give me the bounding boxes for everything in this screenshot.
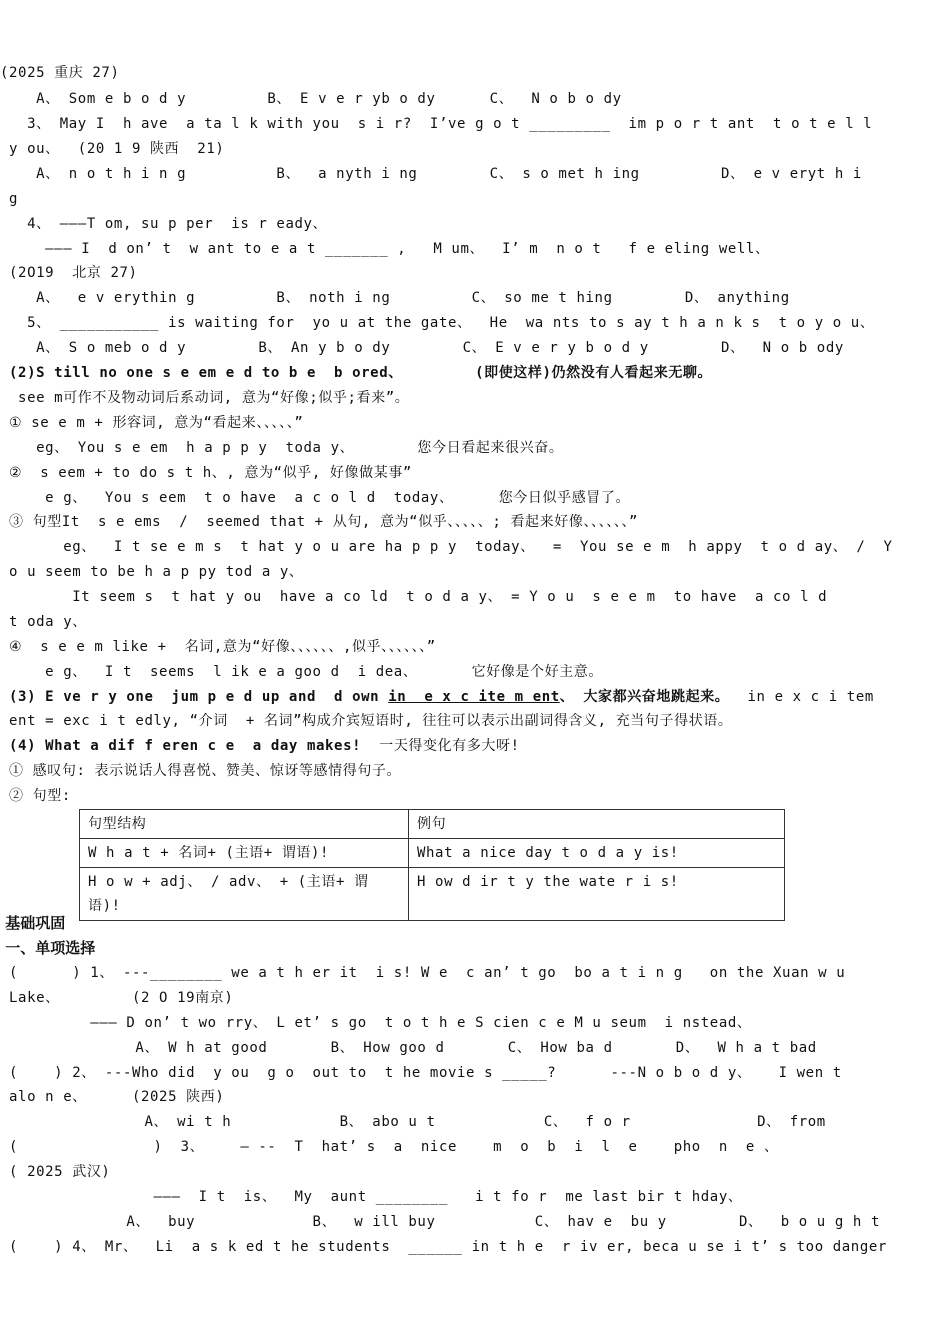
table-row: [80, 839, 785, 868]
point-3-translation: 、 大家都兴奋地跳起来。: [559, 689, 730, 705]
exercise-1-cont: Lake、 (2 O 19南京): [0, 990, 234, 1006]
table-cell: What a nice day t o d a y is!: [409, 839, 785, 868]
seem-rule-2: ② s eem + to do s t h、, 意为“似乎, 好像做某事”: [0, 465, 412, 481]
point-3-note: in e x c i tem: [729, 689, 874, 705]
question-3-cont: y ou、 (20 1 9 陕西 21): [0, 141, 225, 157]
seem-example-3b-cont: t oda y、: [0, 614, 87, 630]
subsection-title: 一、单项选择: [0, 939, 96, 957]
exercise-3: ( ) 3、 — -- T hat’ s a nice m o b i l e pho n e 、: [0, 1139, 779, 1155]
point-3-explanation: ent = exc i t edly, “介词 + 名词”构成介宾短语时, 往往可以表示出副词得含义, 充当句子得状语。: [0, 713, 733, 729]
seem-explanation: see m可作不及物动词后系动词, 意为“好像;似乎;看来”。: [0, 390, 410, 406]
exercise-3-options: A、 buy B、 w ill buy C、 hav e bu y D、 b o u g h t: [0, 1214, 881, 1230]
exercise-3-reply: ——— I t is、 My aunt ________ i t fo r me last bir t hday、: [0, 1189, 743, 1205]
question-3: 3、 May I h ave a ta l k with you s i r? I’ve g o t _________ im p o r t ant t o t e l l: [0, 116, 873, 132]
exercise-1-reply: ——— D on’ t wo rry、 L et’ s go t o t h e S cien c e M u seum i nstead、: [0, 1015, 752, 1031]
options-q3-cont: g: [0, 191, 19, 207]
point-3-sentence: (3) E ve r y one jum p e d up and d own: [0, 689, 389, 705]
point-2-translation: (即使这样)仍然没有人看起来无聊。: [402, 365, 713, 381]
table-header-row: [80, 810, 785, 839]
options-q5: A、 S o meb o d y B、 An y b o dy C、 E v e r y b o d y D、 N o b ody: [0, 340, 844, 356]
point-4-sentence: (4) What a dif f eren c e a day makes!: [0, 738, 362, 754]
table-cell: W h a t + 名词+ (主语+ 谓语)!: [80, 839, 409, 868]
exercise-4: ( ) 4、 Mr、 Li a s k ed t he students ______ in t h e r iv er, beca u se i t’ s too danger: [0, 1239, 887, 1255]
question-5: 5、 ___________ is waiting for yo u at the gate、 He wa nts to s ay t h a n k s t o y o u、: [0, 315, 875, 331]
options-q3: A、 n o t h i n g B、 a nyth i ng C、 s o met h ing D、 e v eryt h i: [0, 166, 862, 182]
question-4: 4、 ———T om, su p per is r eady、: [0, 216, 328, 232]
question-4-source: (2O19 北京 27): [0, 265, 138, 281]
exclamation-definition: ① 感叹句: 表示说话人得喜悦、赞美、惊讶等感情得句子。: [0, 763, 402, 779]
point-3-phrase: in e x c ite m ent: [388, 689, 560, 705]
seem-example-2: e g、 You s eem t o have a c o l d today、 您今日似乎感冒了。: [0, 490, 631, 506]
section-title: 基础巩固: [0, 914, 66, 932]
question-4-reply: ——— I d on’ t w ant to e a t _______ , M um、 I’ m n o t f e eling well、: [0, 241, 770, 257]
point-3-heading: [0, 685, 950, 709]
seem-example-3b: It seem s t hat y ou have a co ld t o d a y、 = Y o u s e e m to have a co l d: [0, 589, 828, 605]
point-2-heading: [0, 361, 950, 385]
seem-example-1: eg、 You s e em h a p p y toda y、 您今日看起来很兴奋。: [0, 440, 564, 456]
sentence-pattern-table: [79, 809, 785, 921]
point-2-sentence: (2)S till no one s e em e d to b e b ored、: [0, 365, 403, 381]
seem-rule-3: ③ 句型It s e ems / seemed that + 从句, 意为“似乎、、、、、; 看起来好像、、、、、、”: [0, 514, 639, 530]
seem-rule-1: ① se e m + 形容词, 意为“看起来、、、、、”: [0, 415, 304, 431]
point-4-translation: 一天得变化有多大呀!: [361, 738, 520, 754]
seem-example-4: e g、 I t seems l ik e a goo d i dea、 它好像是个好主意。: [0, 664, 604, 680]
exercise-1: ( ) 1、 ---________ we a t h er it i s! W e c an’ t go bo a t i n g on the Xuan w u: [0, 965, 846, 981]
table-header-cell: 例句: [409, 810, 785, 839]
source-note: (2025 重庆 27): [0, 65, 120, 81]
table-cell: H o w + adj、 / adv、 + (主语+ 谓语)!: [80, 868, 409, 921]
seem-rule-4: ④ s e e m like + 名词,意为“好像、、、、、、,似乎、、、、、、”: [0, 639, 436, 655]
point-4-heading: [0, 734, 950, 758]
options-q2: A、 Som e b o d y B、 E v e r yb o dy C、 N o b o dy: [0, 91, 622, 107]
exercise-2-options: A、 wi t h B、 abo u t C、 f o r D、 from: [0, 1114, 826, 1130]
pattern-label: ② 句型:: [0, 788, 71, 804]
exercise-2: ( ) 2、 ---Who did y ou g o out to t he movie s _____? ---N o b o d y、 I wen t: [0, 1065, 842, 1081]
exercise-3-source: ( 2025 武汉): [0, 1164, 111, 1180]
table-header-cell: 句型结构: [80, 810, 409, 839]
options-q4: A、 e v erythin g B、 noth i ng C、 so me t hing D、 anything: [0, 290, 790, 306]
seem-example-3-cont: o u seem to be h a p py tod a y、: [0, 564, 304, 580]
table-cell: H ow d ir t y the wate r i s!: [409, 868, 785, 921]
exercise-1-options: A、 W h at good B、 How goo d C、 How ba d D、 W h a t bad: [0, 1040, 817, 1056]
exercise-2-cont: alo n e、 (2025 陕西): [0, 1089, 225, 1105]
seem-example-3: eg、 I t se e m s t hat y o u are ha p p y today、 = You se e m h appy t o d ay、 / Y: [0, 539, 893, 555]
